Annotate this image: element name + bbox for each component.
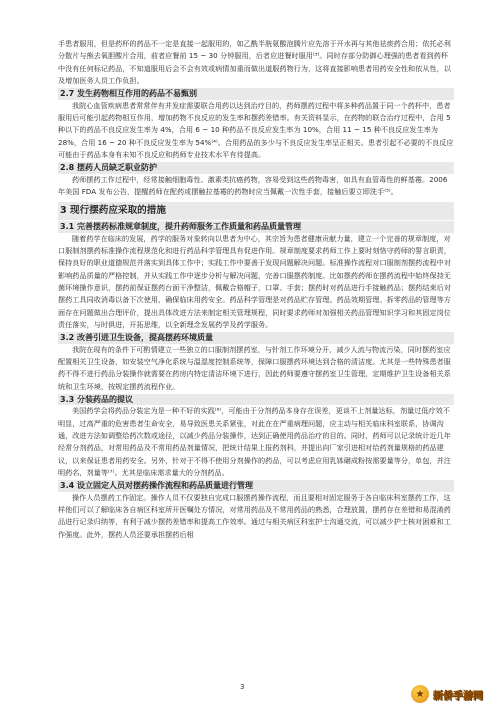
- section-2-7-body: 我院心血管疾病患者常常伴有并发症需要联合用药以达到治疗目的，药师摆药过程中将多种药品置于同一个药杯中，患者服用后可能引起药物相互作用，增加药物不良反应的发生率和摆药差错率。有关资料显示，在药物的联合治疗过程中，合用 5 种以下的药品不良反应发生率为 4%，合用 6 ~ 10 种药品不良反应发生率为 10%，合用 11 ~ 15 种不良反应发生率为 28%，合用 16 ~ 20 种不良反应发生率为 54%⁽⁴⁾。合用药品的多少与不良反应发生率呈正相关。患者引起不必要的不良反应可能由于药品本身有未知不良反应和药师专业技术水平有待提高。: [58, 100, 454, 159]
- heading-3-1: 3.1 完善摆药标准规章制度，提升药师服务工作质量和药品质量管理: [58, 221, 454, 233]
- heading-3-3: 3.3 分装药品的提议: [58, 394, 454, 406]
- watermark-badge-icon: ★: [411, 685, 429, 703]
- intro-paragraph: 手患者服用，但是药杯的药品不一定是直接一起服用的，如乙酰半胱氨酸泡腾片应先溶于开水再与其他祛痰药合用；依托必利分散片与熊去氧胆酸片合用，前者应餐前 15 ~ 30 分钟服用，后者应进餐时服用⁽³⁾。同时存部分防御心理强的患者看到药杯中没有任何标记药品，不知道服用后会不会有效或病情加重而做出道服药物行为，这将直接影响患者用药安全性和依从性，以及增加医务人员工作负担。: [58, 39, 451, 85]
- document-page: [58, 38, 454, 541]
- watermark-text: 新侨手游网: [433, 690, 483, 702]
- section-3-2-body: 我院在现有的条件下可酌情建立一些独立的口服制剂摆药室，与针剂工作环境分开，减少人流与物流污染，同时摆药室应配置相关卫生设备，如安装空气净化系统与温湿度控制系统等，保障口服摆药环境达到合格的清洁度。尤其是一些特殊患者服药不得不进行药品分装操作就需要在药房内特定清洁环境下进行，因此药师要遵守摆药室卫生管理，定期维护卫生设备相关系统和卫生环境，按规定摆药流程作业。: [58, 344, 451, 391]
- section-3-4-body: 操作人员摆药工作固定。操作人员不仅要独自完成口服摆药操作流程，而且要相对固定服务于各自临床科室摆药工作，这样他们可以了解临床各自病区科室所开医嘱处方情况，对常用药品及不常用药品的熟悉，合理放置，摆药存在差错和易混淆药品进行记录归纳等，有利于减少摆药差错率和提高工作效率。通过与相关病区科室护士沟通交流，可以减少护士核对困难和工作强度。此外，摆药人员还要承担摆药后相: [58, 492, 451, 539]
- heading-3-2: 3.2 改善引进卫生设备，提高摆药环境质量: [58, 332, 454, 344]
- section-3-1-body: 随着药学在临床的发展，药学的服务对象转向以患者为中心，其宗旨为患者健康贡献力量，建立一个完善的规章制度，对口服制剂摆药标准操作流程规范化和进行药品科学管理具有促进作用。规章制度要求药师工作上要时刻恪守药师的誓言职责，保持良好的职业道德规范并落实到具体工作中；实践工作中要善于发现问题解决问题。标准操作流程对口服制剂摆药流程中对影响药品质量的严格控制，并从实践工作中逐步分析与解决问题，完善口服摆药制度。比如摆药药师在摆药流程中始终保持无菌环境操作意识，摆药前保证摆药台面干净整洁，佩戴合格帽子，口罩、手套；摆药时对药品进行手接触药品；摆药结束后对摆药工具同收消毒以备下次使用，确保临床用药安全。药品科学管理是对药品贮存管理。药品效期管理、拆零药品的管理等方面存在问题做出合理评价，提出具体改进方法来制定相关管理规程，同时要求药师对加强相关药品管理知识学习和其固定岗位责任落实，与时俱进，开拓思维，以全新理念发展药学及药学服务。: [58, 233, 451, 329]
- watermark-logo: [400, 683, 494, 705]
- heading-2-7: 2.7 发生药物相互作用的药品不易甄别: [58, 88, 454, 100]
- heading-3-4: 3.4 设立固定人员对摆药操作流程和药品质量进行管理: [58, 480, 454, 492]
- section-3-3-body: 美国药学会将药品分装定为是一种不好的实践⁽⁶⁾，可能由于分剂药品本身存在误差，更谈不上剂量达标，剂量过低疗效不明显，过高严重的危害患者生命安全，易导致医患关系紧张，对此在在严重病理问题，应主动与相关临床科室联系，协调沟通，改进方法如调整给药次数或途径，以减少药品分装操作，达到正确使用药品治疗的目的。同时，药师可以记录统计近几年经常分剂药品，对常用药品及不常用药品剂量情况，把统计结果上报药剂科，并提出向厂家引进相对给药剂量规格的药品建议，以来保证患者用药安全。另外，针对于不得不使用分剂操作的药品，可以考虑应用乳钵碾成粉按需要量等分，单包，并注明药名，剂量等⁽⁷⁾。尤其是临床需求量大的分剂药品。: [58, 406, 451, 477]
- page-number: 3: [240, 683, 245, 691]
- heading-2-8: 2.8 摆药人员缺乏职业防护: [58, 162, 454, 174]
- heading-3: 3 现行摆药应采取的措施: [58, 202, 454, 220]
- section-2-8-body: 药师摆药工作过程中，经常接触细胞毒性、激素类抗癌药物，容易受到这些药物毒害，如具有血管毒性的鲜基霉。2006 年美国 FDA 发布公告，提醒药师在配药或摆触拉基霉的药物时应当佩戴一次性手套，接触后要立即洗手⁽⁵⁾。: [58, 174, 448, 196]
